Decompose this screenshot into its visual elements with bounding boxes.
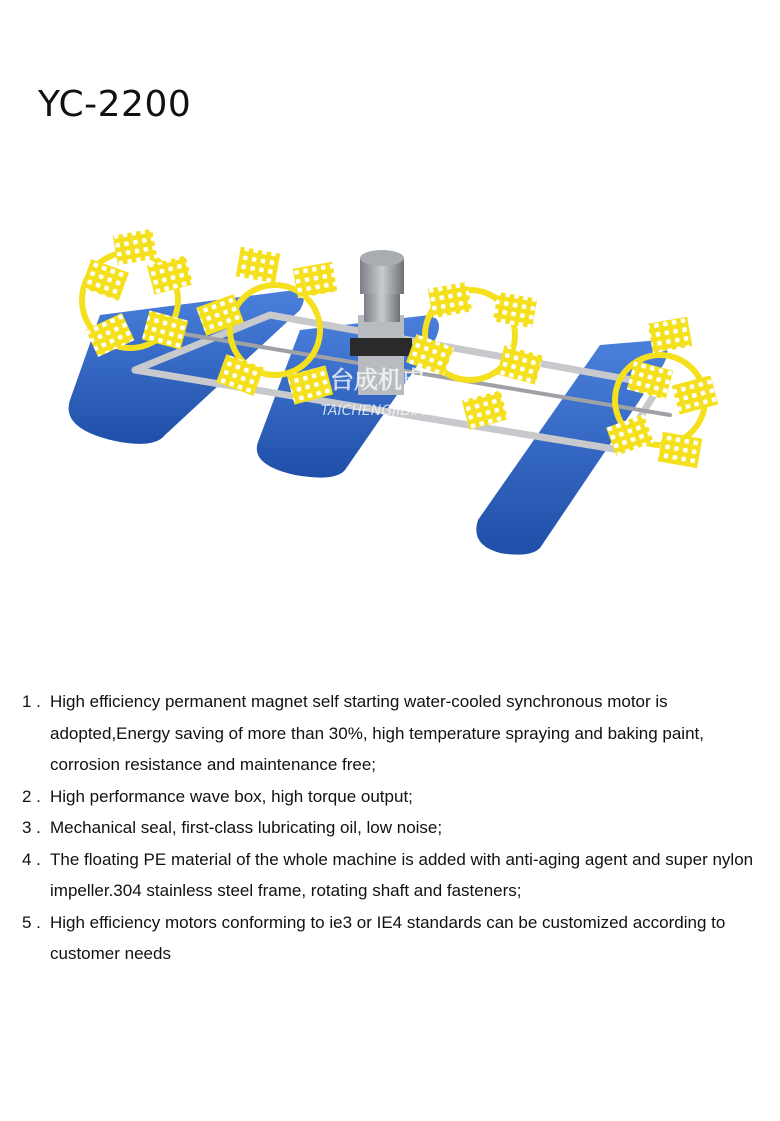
feature-item	[22, 812, 762, 844]
watermark-cn: 台成机电	[330, 366, 426, 394]
feature-item	[22, 781, 762, 813]
feature-text: The floating PE material of the whole machine is added with anti-aging agent and super nylon impeller.304 stainless steel frame, rotating shaft and fasteners;	[50, 849, 754, 900]
feature-number: 1 .	[22, 692, 41, 711]
feature-item	[22, 686, 762, 781]
feature-number: 5 .	[22, 912, 41, 932]
page-title: YC-2200	[38, 84, 192, 125]
feature-list	[22, 686, 762, 970]
feature-item	[22, 907, 762, 970]
feature-number: 4 .	[22, 849, 41, 869]
feature-text: High efficiency permanent magnet self starting water-cooled synchronous motor is adopted,Energy saving of more than 30%, high temperature spraying and baking paint, corrosion resistance and maintenance free;	[50, 692, 704, 774]
watermark-en: TAICHENGJIDIAN	[320, 403, 436, 419]
feature-number: 2 .	[22, 786, 41, 806]
watermark	[321, 366, 436, 419]
feature-item	[22, 844, 762, 907]
feature-number: 3 .	[22, 818, 41, 837]
feature-text: High performance wave box, high torque output;	[50, 786, 413, 806]
feature-text: High efficiency motors conforming to ie3 or IE4 standards can be customized according to customer needs	[50, 912, 726, 963]
paddlewheel-aerator-illustration	[60, 220, 730, 565]
feature-text: Mechanical seal, first-class lubricating oil, low noise;	[50, 818, 443, 837]
product-image	[60, 220, 730, 565]
